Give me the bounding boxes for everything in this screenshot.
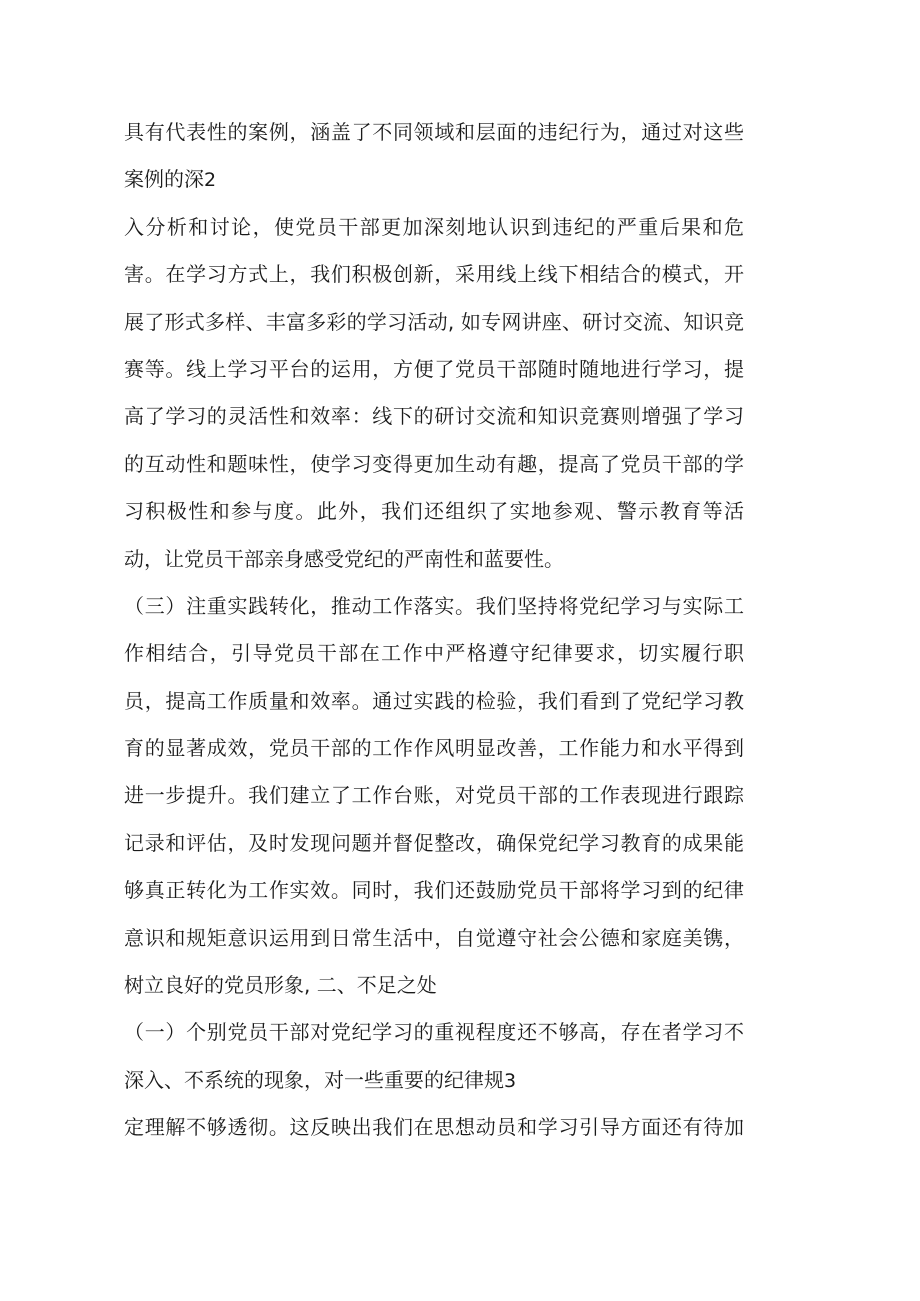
text-line [124, 156, 744, 203]
text-line: （三）注重实践转化，推动工作落实。我们坚持将党纪学习与实际工 [124, 593, 744, 618]
text-line: 害。在学习方式上，我们积极创新，采用线上线下相结合的模式，开 [124, 262, 744, 287]
text-line-content: 案例的深 [124, 167, 204, 192]
text-line: （一）个别党员干部对党纪学习的重视程度还不够高，存在者学习不 [124, 1020, 744, 1045]
text-line: 育的显著成效，党员干部的工作作风明显改善，工作能力和水平得到 [124, 736, 744, 761]
text-line: 动，让党员干部亲身感受党纪的严南性和蓝要性。 [124, 546, 564, 571]
text-line: 的互动性和题味性，使学习变得更加生动有趣，提高了党员干部的学 [124, 451, 744, 476]
text-line: 展了形式多样、丰富多彩的学习活动, 如专网讲座、研讨交流、知识竞 [124, 309, 744, 334]
text-line: 记录和评估，及时发现问题并督促整改，确保党纪学习教育的成果能 [124, 830, 744, 855]
text-line: 树立良好的党员形象, 二、不足之处 [124, 973, 437, 998]
text-line: 具有代表性的案例，涵盖了不同领域和层面的违纪行为，通过对这些 [124, 120, 744, 144]
text-line: 入分析和讨论，使党员干部更加深刻地认识到违纪的严重后果和危 [124, 214, 744, 239]
text-line: 进一步提升。我们建立了工作台账，对党员干部的工作表现进行跟踪 [124, 783, 744, 808]
text-line: 员，提高工作质量和效率。通过实践的检验，我们看到了党纪学习教 [124, 688, 744, 713]
page-number: 3 [504, 1069, 517, 1092]
text-line: 赛等。线上学习平台的运用，方便了党员干部随时随地进行学习，提 [124, 356, 744, 381]
text-line: 作相结合，引导党员干部在工作中严格遵守纪律要求，切实履行职 [124, 641, 744, 666]
text-line: 高了学习的灵活性和效率：线下的研讨交流和知识竞赛则增强了学习 [124, 404, 744, 429]
text-line: 定理解不够透彻。这反映出我们在思想动员和学习引导方面还有待加 [124, 1115, 744, 1140]
text-line: 够真正转化为工作实效。同时，我们还鼓励党员干部将学习到的纪律 [124, 878, 744, 903]
page-number: 2 [204, 169, 217, 192]
text-line-content: 深入、不系统的现象，对一些重要的纪律规 [124, 1067, 504, 1092]
text-line: 意识和规矩意识运用到日常生活中，自觉遵守社会公德和家庭美镌， [124, 925, 744, 950]
text-line [124, 1057, 744, 1104]
text-line: 习积极性和参与度。此外，我们还组织了实地参观、警示教育等活 [124, 499, 744, 524]
document-body [124, 109, 744, 1152]
